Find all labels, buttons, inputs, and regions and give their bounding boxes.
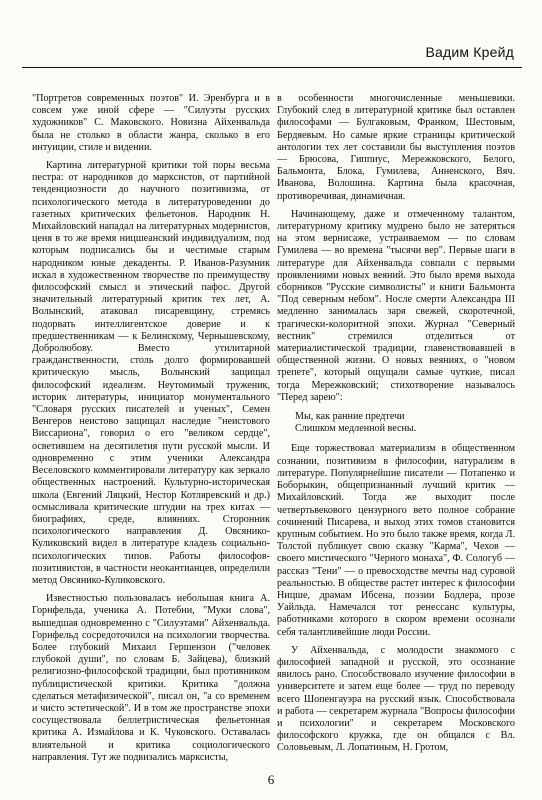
poem-line: Слишком медленной весны. <box>295 423 417 435</box>
running-header-author: Вадим Крейд <box>425 44 514 60</box>
poem-line: Мы, как ранние предтечи <box>295 411 405 423</box>
paragraph: Начинающему, даже и отмеченному талантом, литературному критику мудрено было не затеряться на этом вернисаже, устраиваемом — по словам Гумилева — во времена "тысячи вер". Первые шаги в литературе для Айхенвальда совпали с первыми проявлениями новых веяний. Это было время выхода сборников "Русские символисты" и книги Бальмонта "Под северным небом". Носле смерти Александра III медленно занималась заря свежей, скоротечной, трагически-колоритной эпохи. Журнал "Северный вестник" стремился отделиться от материалистической традиции, главенствовавшей в общественной жизни. О новых веяниях, о "новом трепете", который ощущали самые чуткие, писал тогда Мережковский; стихотворение называлось "Перед зарею": <box>277 208 515 403</box>
paragraph: в особенности многочисленные меньшевики. Глубокий след в литературной критике был оставлен философами — Булгаковым, Франком, Шестовым, Бердяевым. Но самые яркие страницы критической антологии тех лет составили бы выступления поэтов — Брюсова, Гиппиус, Мережковского, Белого, Бальмонта, Блока, Гумилева, Анненского, Вяч. Иванова, Волошина. Картина была красочная, противоречивая, динамичная. <box>277 93 515 202</box>
right-column <box>277 93 515 755</box>
header-rule <box>22 67 522 68</box>
page-number: 6 <box>267 772 275 787</box>
poem-quote <box>295 411 515 435</box>
paragraph: Еще торжествовал материализм в общественном сознании, позитивизм в философии, натурализм в литературе. Популярнейшие писатели — Потапенко и Боборыкин, общепризнанный лучший критик — Михайловский. Тогда же выходит после четвертьвекового цензурного вето полное собрание сочинений Писарева, и выход этих томов становится крупным событием. Но это было также время, когда Л. Толстой публикует свою сказку "Карма", Чехов — своего мистического "Черного монаха", Ф. Сологуб — рассказ "Тени" — о превосходстве мечты над суровой реальностью. В обществе растет интерес к философии Ницше, драмам Ибсена, поэзии Бодлера, прозе Уайльда. Намечался тот ренессанс культуры, работниками которого в скором времени осознали себя талантливейшие люди России. <box>277 443 515 638</box>
paragraph: Картина литературной критики той поры весьма пестра: от народников до марксистов, от партийной тенденциозности до научного позитивизма, от психологического метода в литературоведении до газетных критических фельетонов. Народник Н. Михайловский нападал на литературных модернистов, ценя в то же время ницшеанский индивидуализм, под которым подписались бы и честимые старым народником юные декаденты. Р. Иванов-Разумник искал в художественном творчестве по преимуществу философский смысл и этический пафос. Другой значительный литературный критик тех лет, А. Волынский, атаковал писаревщину, стремясь подорвать интеллигентское доверие и к предшественникам — к Белинскому, Чернышевскому, Добролюбову. Вместо утилитарной гражданственности, столь долго формировавшей критическую мысль, Волынский защищал философский идеализм. Неутомимый труженик, историк литературы, инициатор монументального "Словаря русских писателей и ученых", Семен Венгеров неистово защищал наследие "неистового Виссариона", говорил о его "великом сердце", осветившем на десятилетия пути русской мысли. И одновременно с этим ученики Александра Веселовского комментировали литературу как зеркало общественных настроений. Культурно-историческая школа (Евгений Ляцкий, Нестор Котляревский и др.) осмысливала критические штудии на трех китах — биографиях, среде, влияниях. Сторонник психологического направления Д. Овсянико-Куликовский видел в литературе кладезь социально-психологических типов. Работы философов-позитивистов, в частности неокантианцев, определили метод Овсянико-Куликовского. <box>32 160 270 586</box>
paragraph: У Айхенвальда, с молодости знакомого с философией западной и русской, это осознание явилось рано. Способствовало изучение философии в университете и затем еще более — труд по переводу всего Шопенгауэра на русский язык. Способствовала и работа — секретарем журнала "Вопросы философии и психологии" и секретарем Московского философского кружка, где он общался с Вл. Соловьевым, Л. Лопатиным, Н. Гротом, <box>277 644 515 754</box>
paragraph: Известностью пользовалась небольшая книга А. Горнфельда, ученика А. Потебни, "Муки слова", вышедшая одновременно с "Силуэтами" Айхенвальда. Горнфельд сосредоточился на психологии творчества. Более глубокий Михаил Гершензон ("человек глубокой души", по словам Б. Зайцева), близкий религиозно-философской традиции, был противником публицистической критики. Критика "должна сделаться метафизической", писал он, "а со временем и чисто эстетической". И в том же пространстве эпохи сосуществовала беллетристическая фельетонная критика А. Измайлова и К. Чуковского. Оставалась влиятельной и критика социологического направления. Тут же подвизались марксисты, <box>32 593 270 763</box>
paragraph: "Портретов современных поэтов" И. Эренбурга и в совсем уже иной сфере — "Силуэты русских художников" С. Маковского. Новизна Айхенвальда была не столько в области жанра, сколько в его интуиции, стиле и видении. <box>32 93 270 153</box>
left-column <box>32 93 270 764</box>
